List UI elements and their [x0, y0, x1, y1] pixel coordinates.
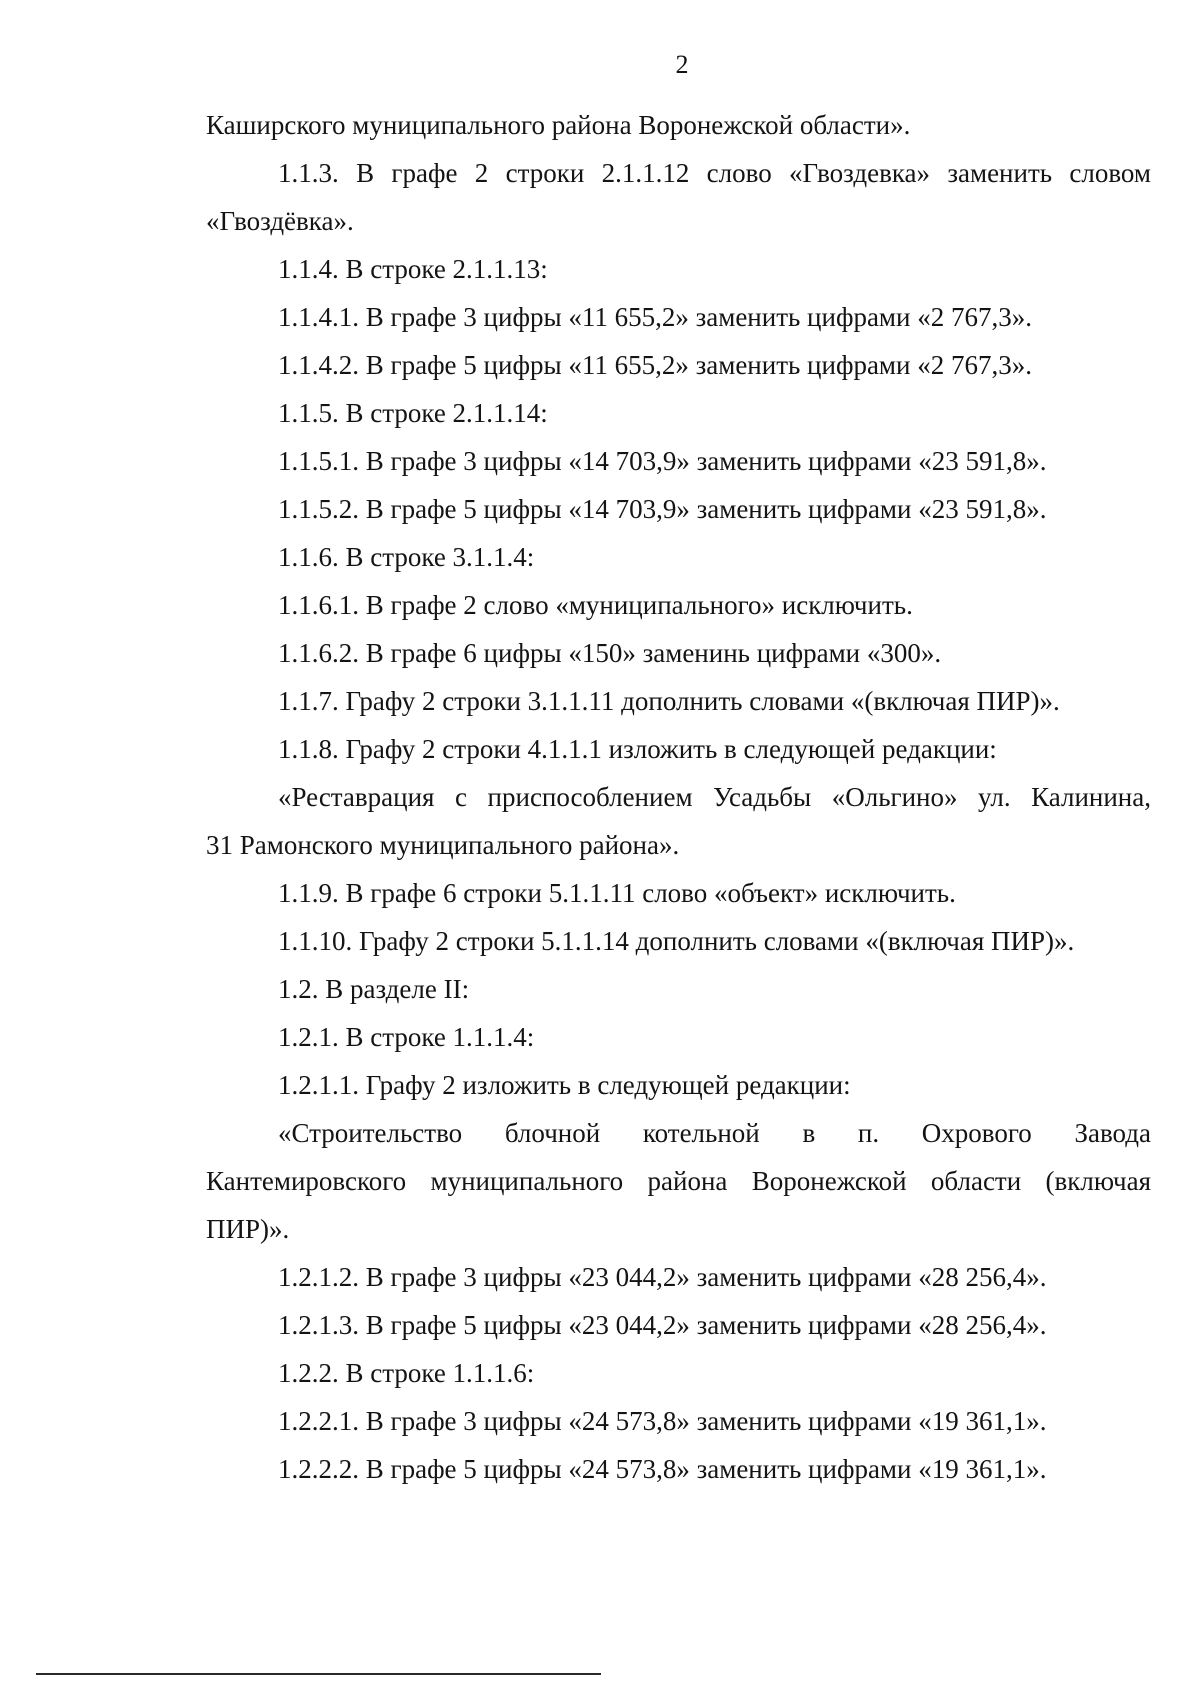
paragraph — [206, 533, 1151, 581]
paragraph — [206, 1109, 1151, 1253]
paragraph — [206, 1013, 1151, 1061]
paragraph — [206, 629, 1151, 677]
paragraph — [206, 149, 1151, 245]
text-line: 1.1.5.1. В графе 3 цифры «14 703,9» заменить цифрами «23 591,8». — [278, 446, 1047, 476]
text-line: 1.2.1. В строке 1.1.1.4: — [278, 1022, 535, 1052]
text-line: 1.1.4.1. В графе 3 цифры «11 655,2» заменить цифрами «2 767,3». — [278, 302, 1032, 332]
text-line: «Гвоздёвка». — [206, 206, 354, 236]
paragraph — [206, 965, 1151, 1013]
text-line: «Реставрация с приспособлением Усадьбы «Ольгино» ул. Калинина, — [278, 782, 1151, 812]
text-line: ПИР)». — [206, 1214, 290, 1244]
paragraph — [206, 485, 1151, 533]
paragraph — [206, 1445, 1151, 1493]
text-line: 1.1.7. Графу 2 строки 3.1.1.11 дополнить словами «(включая ПИР)». — [278, 686, 1060, 716]
text-line: 1.1.4. В строке 2.1.1.13: — [278, 254, 548, 284]
paragraph — [206, 293, 1151, 341]
paragraph — [206, 677, 1151, 725]
paragraph — [206, 581, 1151, 629]
paragraph — [206, 245, 1151, 293]
text-line: 1.1.9. В графе 6 строки 5.1.1.11 слово «объект» исключить. — [278, 878, 956, 908]
text-line: 1.2.1.1. Графу 2 изложить в следующей редакции: — [278, 1070, 851, 1100]
paragraph — [206, 389, 1151, 437]
paragraph — [206, 1253, 1151, 1301]
text-line: 1.1.5. В строке 2.1.1.14: — [278, 398, 548, 428]
paragraph — [206, 773, 1151, 869]
paragraph — [206, 1349, 1151, 1397]
paragraph — [206, 1061, 1151, 1109]
text-line: «Строительство блочной котельной в п. Охрового Завода — [278, 1118, 1151, 1148]
paragraph — [206, 437, 1151, 485]
text-line: 1.1.5.2. В графе 5 цифры «14 703,9» заменить цифрами «23 591,8». — [278, 494, 1047, 524]
text-line: 1.2.1.2. В графе 3 цифры «23 044,2» заменить цифрами «28 256,4». — [278, 1262, 1047, 1292]
text-line: 1.1.6. В строке 3.1.1.4: — [278, 542, 535, 572]
paragraph — [206, 341, 1151, 389]
text-line: 1.2.1.3. В графе 5 цифры «23 044,2» заменить цифрами «28 256,4». — [278, 1310, 1047, 1340]
paragraph — [206, 101, 1151, 149]
text-line: Кантемировского муниципального района Воронежской области (включая — [206, 1166, 1151, 1196]
paragraph — [206, 917, 1151, 965]
text-line: 1.1.6.1. В графе 2 слово «муниципального» исключить. — [278, 590, 913, 620]
text-line: 1.1.6.2. В графе 6 цифры «150» заменинь цифрами «300». — [278, 638, 942, 668]
paragraph — [206, 1301, 1151, 1349]
page-number — [0, 50, 1200, 80]
paragraph — [206, 725, 1151, 773]
footer-rule — [36, 1673, 601, 1675]
paragraph — [206, 869, 1151, 917]
text-line: 1.2.2.1. В графе 3 цифры «24 573,8» заменить цифрами «19 361,1». — [278, 1406, 1047, 1436]
text-line: 1.2.2. В строке 1.1.1.6: — [278, 1358, 535, 1388]
page-number-text: 2 — [675, 50, 689, 79]
text-line: 1.1.8. Графу 2 строки 4.1.1.1 изложить в следующей редакции: — [278, 734, 997, 764]
text-line: 31 Рамонского муниципального района». — [206, 830, 680, 860]
text-line: 1.1.10. Графу 2 строки 5.1.1.14 дополнить словами «(включая ПИР)». — [278, 926, 1075, 956]
text-line: Каширского муниципального района Воронежской области». — [206, 110, 911, 140]
text-line: 1.1.3. В графе 2 строки 2.1.1.12 слово «Гвоздевка» заменить словом — [278, 158, 1151, 188]
text-line: 1.2. В разделе II: — [278, 974, 470, 1004]
text-line: 1.1.4.2. В графе 5 цифры «11 655,2» заменить цифрами «2 767,3». — [278, 350, 1032, 380]
paragraph — [206, 1397, 1151, 1445]
text-line: 1.2.2.2. В графе 5 цифры «24 573,8» заменить цифрами «19 361,1». — [278, 1454, 1047, 1484]
document-body — [206, 101, 1151, 1493]
